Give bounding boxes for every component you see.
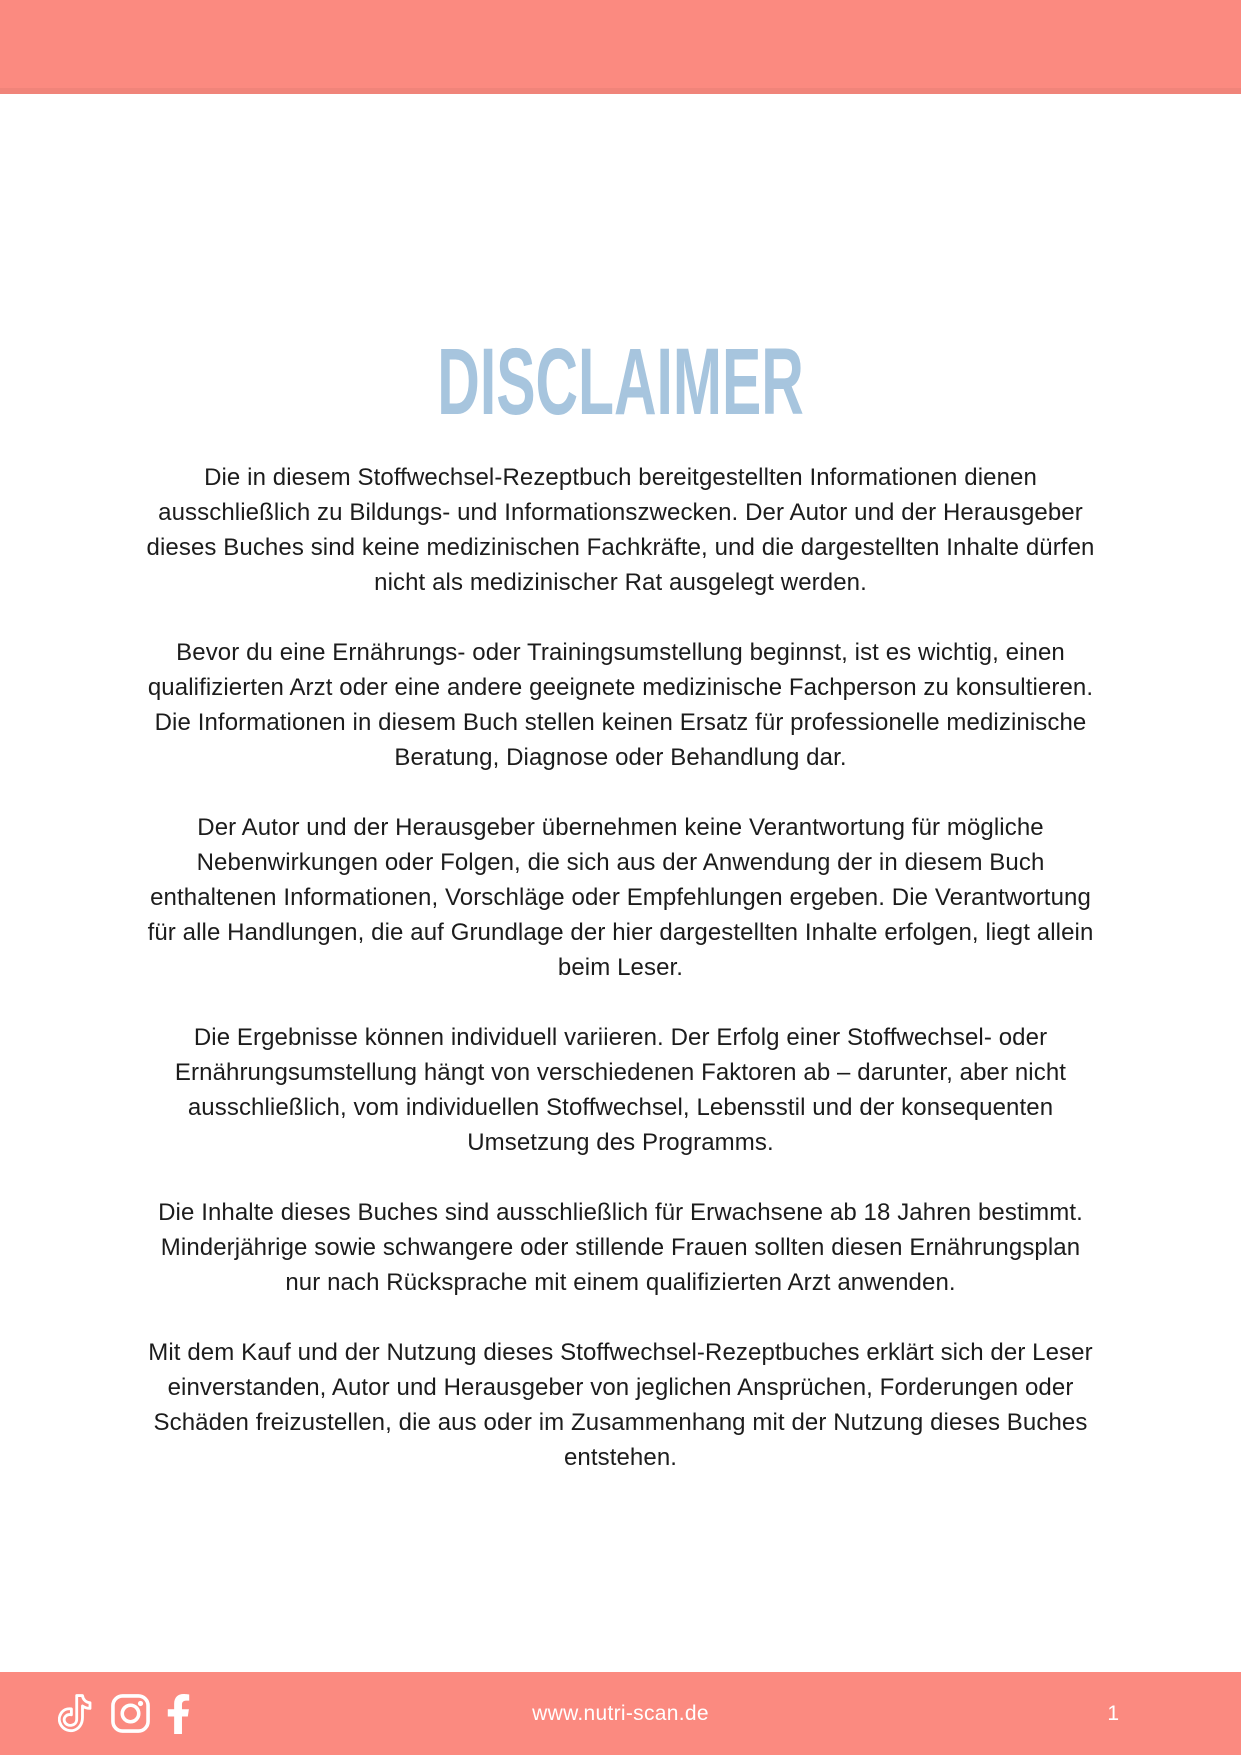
page-title-text: DISCLAIMER xyxy=(437,329,804,435)
paragraph-5: Die Inhalte dieses Buches sind ausschließlich für Erwachsene ab 18 Jahren bestimmt. Minderjährige sowie schwangere oder stillende Frauen sollten diesen Ernährungsplan nur nach Rücksprache mit einem qualifizierten Arzt anwenden. xyxy=(158,1199,1083,1296)
website-url[interactable]: www.nutri-scan.de xyxy=(532,1701,709,1725)
header-band xyxy=(0,0,1241,94)
disclaimer-text-block xyxy=(141,460,1101,1475)
paragraph-6: Mit dem Kauf und der Nutzung dieses Stoffwechsel-Rezeptbuches erklärt sich der Leser einverstanden, Autor und Herausgeber von jeglichen Ansprüchen, Forderungen oder Schäden freizustellen, die aus oder im Zusammenhang mit der Nutzung dieses Buches entstehen. xyxy=(148,1339,1093,1471)
footer-band xyxy=(0,1672,1241,1755)
page-title xyxy=(0,329,1241,435)
paragraph-1: Die in diesem Stoffwechsel-Rezeptbuch bereitgestellten Informationen dienen ausschließlich zu Bildungs- und Informationszwecken. Der Autor und der Herausgeber dieses Buches sind keine medizinischen Fachkräfte, und die dargestellten Inhalte dürfen nicht als medizinischer Rat ausgelegt werden. xyxy=(146,464,1095,596)
paragraph-3: Der Autor und der Herausgeber übernehmen keine Verantwortung für mögliche Nebenwirkungen oder Folgen, die sich aus der Anwendung der in diesem Buch enthaltenen Informationen, Vorschläge oder Empfehlungen ergeben. Die Verantwortung für alle Handlungen, die auf Grundlage der hier dargestellten Inhalte erfolgen, liegt allein beim Leser. xyxy=(147,814,1094,981)
paragraph-2: Bevor du eine Ernährungs- oder Trainingsumstellung beginnst, ist es wichtig, einen qualifizierten Arzt oder eine andere geeignete medizinische Fachperson zu konsultieren. Die Informationen in diesem Buch stellen keinen Ersatz für professionelle medizinische Beratung, Diagnose oder Behandlung dar. xyxy=(147,639,1094,771)
paragraph-4: Die Ergebnisse können individuell variieren. Der Erfolg einer Stoffwechsel- oder Ernährungsumstellung hängt von verschiedenen Faktoren ab – darunter, aber nicht ausschließlich, vom individuellen Stoffwechsel, Lebensstil und der konsequenten Umsetzung des Programms. xyxy=(174,1024,1067,1156)
page-number: 1 xyxy=(1107,1701,1119,1725)
